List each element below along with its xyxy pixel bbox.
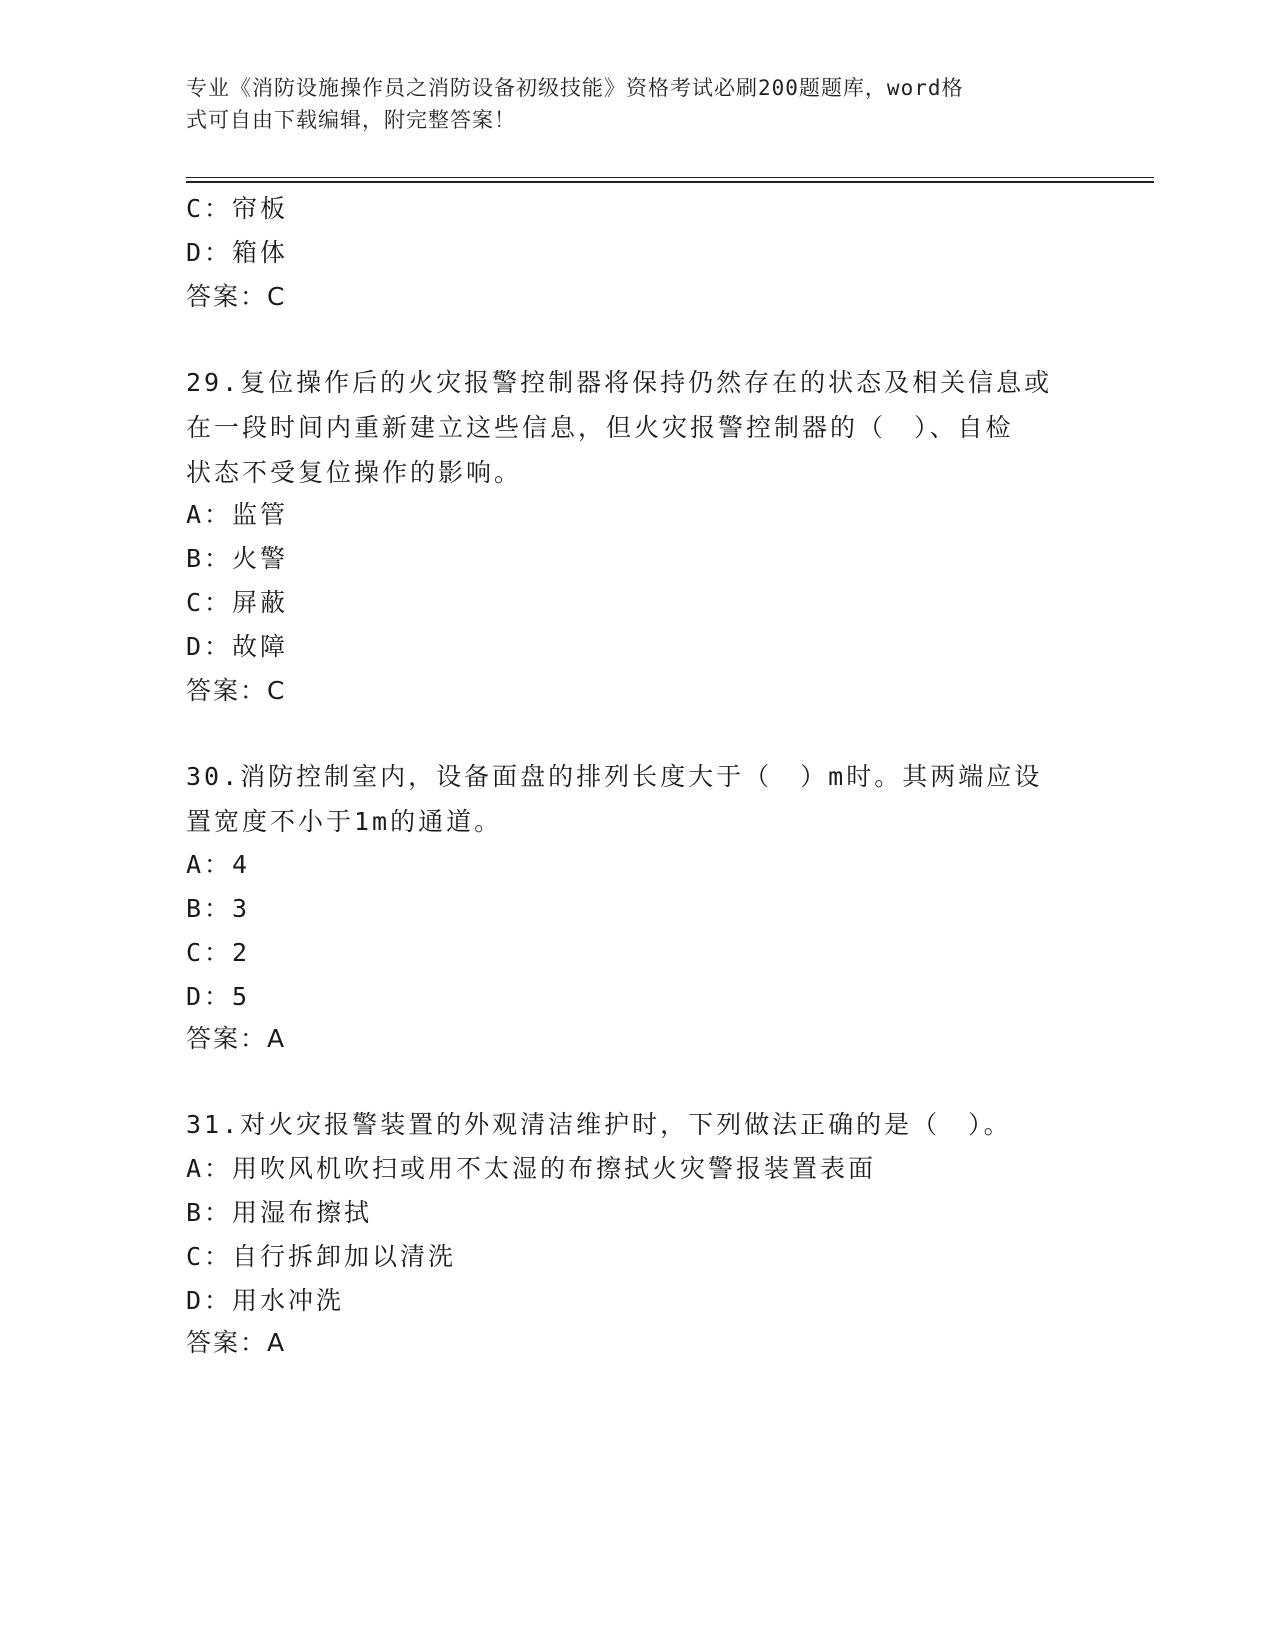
question-30-stem bbox=[186, 754, 1086, 844]
option-text: 用湿布擦拭 bbox=[232, 1198, 373, 1227]
answer: 答案：A bbox=[186, 1328, 287, 1357]
option-c bbox=[186, 930, 250, 975]
option-c bbox=[186, 1234, 456, 1279]
question-29-stem bbox=[186, 360, 1086, 495]
option-text: 故障 bbox=[232, 632, 289, 661]
option-text: 帘板 bbox=[232, 194, 289, 223]
option-label: B： bbox=[186, 1198, 233, 1227]
option-a bbox=[186, 842, 250, 887]
option-text: 2 bbox=[232, 938, 251, 967]
option-label: D： bbox=[186, 632, 233, 661]
option-label: D： bbox=[186, 238, 233, 267]
option-text: 5 bbox=[232, 982, 251, 1011]
option-text: 3 bbox=[232, 894, 251, 923]
stem-line: 31.对火灾报警装置的外观清洁维护时，下列做法正确的是（ ）。 bbox=[186, 1110, 1012, 1139]
option-label: C： bbox=[186, 1242, 233, 1271]
option-b bbox=[186, 536, 288, 581]
option-d bbox=[186, 1278, 344, 1323]
option-text: 火警 bbox=[232, 544, 289, 573]
option-label: A： bbox=[186, 500, 233, 529]
option-text: 屏蔽 bbox=[232, 588, 289, 617]
header-divider-thin bbox=[186, 177, 1154, 178]
option-d bbox=[186, 974, 250, 1019]
stem-line: 状态不受复位操作的影响。 bbox=[186, 458, 523, 487]
option-text: 4 bbox=[232, 850, 251, 879]
option-label: D： bbox=[186, 1286, 233, 1315]
option-d bbox=[186, 624, 288, 669]
option-b bbox=[186, 886, 250, 931]
stem-line: 30.消防控制室内，设备面盘的排列长度大于（ ）m时。其两端应设 bbox=[186, 762, 1043, 791]
answer: 答案：A bbox=[186, 1024, 287, 1053]
option-text: 自行拆卸加以清洗 bbox=[232, 1242, 457, 1271]
option-label: C： bbox=[186, 938, 233, 967]
header-line-1: 专业《消防设施操作员之消防设备初级技能》资格考试必刷200题题库，word格 bbox=[186, 76, 964, 100]
option-label: B： bbox=[186, 544, 233, 573]
option-a bbox=[186, 1146, 876, 1191]
answer: 答案：C bbox=[186, 676, 287, 705]
option-d bbox=[186, 230, 288, 275]
stem-line: 在一段时间内重新建立这些信息，但火灾报警控制器的（ ）、自检 bbox=[186, 413, 1014, 442]
option-b bbox=[186, 1190, 372, 1235]
option-label: B： bbox=[186, 894, 233, 923]
option-label: A： bbox=[186, 850, 233, 879]
option-text: 用水冲洗 bbox=[232, 1286, 345, 1315]
header-line-2: 式可自由下载编辑，附完整答案！ bbox=[186, 108, 516, 132]
stem-line: 29.复位操作后的火灾报警控制器将保持仍然存在的状态及相关信息或 bbox=[186, 368, 1053, 397]
option-a bbox=[186, 492, 288, 537]
document-header bbox=[186, 72, 1066, 136]
option-text: 监管 bbox=[232, 500, 289, 529]
option-label: D： bbox=[186, 982, 233, 1011]
question-31-stem bbox=[186, 1102, 1086, 1147]
option-c bbox=[186, 186, 288, 231]
option-text: 用吹风机吹扫或用不太湿的布擦拭火灾警报装置表面 bbox=[232, 1154, 877, 1183]
option-label: C： bbox=[186, 194, 233, 223]
stem-line: 置宽度不小于1m的通道。 bbox=[186, 807, 503, 836]
option-label: A： bbox=[186, 1154, 233, 1183]
answer: 答案：C bbox=[186, 282, 287, 311]
option-label: C： bbox=[186, 588, 233, 617]
header-divider-thick bbox=[186, 181, 1154, 183]
option-text: 箱体 bbox=[232, 238, 289, 267]
option-c bbox=[186, 580, 288, 625]
